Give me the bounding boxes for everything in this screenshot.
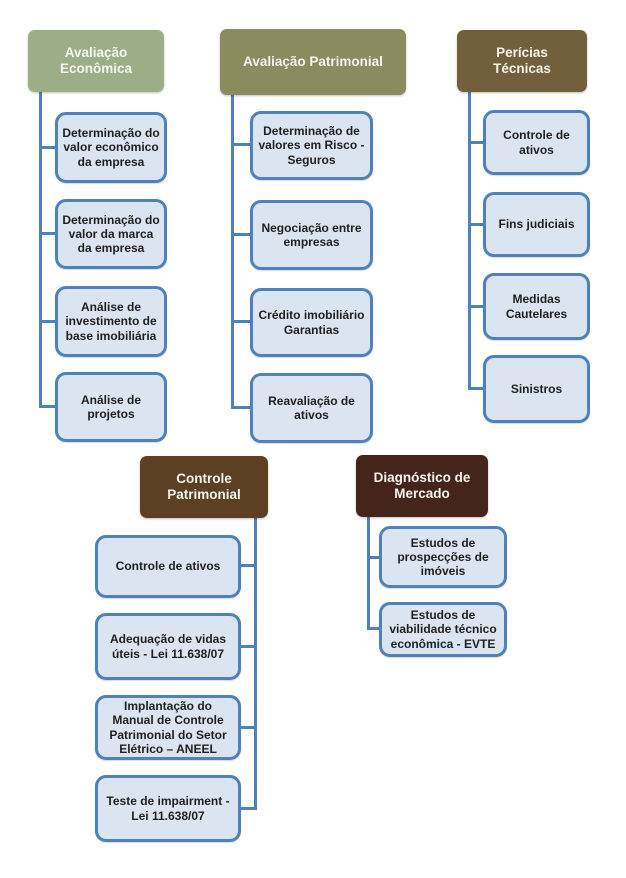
group-header-diagnostico-de-mercado bbox=[356, 455, 488, 517]
node-label: Controle de ativos bbox=[503, 128, 570, 157]
node-label: Determinação do valor econômico da empresa bbox=[62, 126, 160, 169]
node-analise-projetos bbox=[55, 372, 167, 442]
group-title: Diagnóstico de Mercado bbox=[373, 469, 471, 501]
node-label: Reavaliação de ativos bbox=[268, 393, 355, 422]
group-header-pericias-tecnicas bbox=[457, 30, 587, 92]
node-label: Sinistros bbox=[510, 381, 563, 396]
node-label: Implantação do Manual de Controle Patrimonial do Setor Elétrico – ANEEL bbox=[109, 699, 227, 756]
node-determinacao-valor-marca bbox=[55, 199, 167, 269]
connector-vertical-line bbox=[468, 92, 471, 389]
node-label: Determinação do valor da marca da empresa bbox=[62, 212, 160, 256]
connector-stub bbox=[231, 143, 250, 146]
connector-stub bbox=[241, 645, 254, 648]
node-label: Determinação de valores em Risco - Seguros bbox=[258, 124, 365, 167]
node-label: Medidas Cautelares bbox=[505, 292, 568, 321]
connector-stub bbox=[241, 726, 254, 729]
group-title: Perícias Técnicas bbox=[493, 44, 551, 76]
connector-vertical-line bbox=[39, 92, 42, 408]
node-label: Estudos de prospecções de imóveis bbox=[397, 535, 489, 579]
connector-stub bbox=[241, 564, 254, 567]
node-label: Estudos de viabilidade técnico econômica - EVTE bbox=[389, 608, 497, 651]
node-label: Controle de ativos bbox=[115, 559, 221, 574]
connector-stub bbox=[231, 233, 250, 236]
node-fins-judiciais bbox=[483, 192, 590, 257]
node-analise-investimento-imobiliaria bbox=[55, 286, 167, 357]
node-label: Adequação de vidas úteis - Lei 11.638/07 bbox=[109, 632, 227, 661]
node-credito-imobiliario-garantias bbox=[250, 288, 373, 357]
connector-stub bbox=[241, 807, 254, 810]
connector-stub bbox=[468, 223, 483, 226]
node-negociacao-entre-empresas bbox=[250, 200, 373, 270]
group-title: Controle Patrimonial bbox=[167, 470, 241, 502]
connector-stub bbox=[39, 320, 55, 323]
node-adequacao-vidas-uteis bbox=[95, 613, 241, 680]
connector-stub bbox=[39, 232, 55, 235]
node-medidas-cautelares bbox=[483, 273, 590, 340]
node-valores-em-risco-seguros bbox=[250, 111, 373, 180]
node-estudos-prospeccoes-imoveis bbox=[379, 526, 507, 588]
group-title: Avaliação Patrimonial bbox=[243, 53, 383, 69]
node-reavaliacao-de-ativos bbox=[250, 373, 373, 443]
node-label: Análise de investimento de base imobiliária bbox=[65, 300, 157, 343]
group-title: Avaliação Econômica bbox=[59, 44, 133, 76]
node-controle-de-ativos bbox=[483, 110, 590, 175]
group-header-avaliacao-economica bbox=[28, 30, 164, 92]
connector-stub bbox=[39, 146, 55, 149]
connector-stub bbox=[468, 305, 483, 308]
connector-vertical-line bbox=[254, 518, 257, 810]
group-header-controle-patrimonial bbox=[140, 456, 268, 518]
group-header-avaliacao-patrimonial bbox=[220, 29, 406, 95]
connector-stub bbox=[367, 556, 379, 559]
node-label: Negociação entre empresas bbox=[261, 220, 362, 249]
connector-stub bbox=[231, 406, 250, 409]
connector-stub bbox=[468, 387, 483, 390]
node-label: Análise de projetos bbox=[80, 392, 142, 421]
node-label: Fins judiciais bbox=[498, 217, 575, 232]
connector-stub bbox=[39, 405, 55, 408]
connector-vertical-line bbox=[367, 517, 370, 629]
node-label: Crédito imobiliário Garantias bbox=[258, 308, 365, 337]
node-label: Teste de impairment - Lei 11.638/07 bbox=[106, 794, 230, 823]
node-sinistros bbox=[483, 355, 590, 423]
node-implantacao-manual-aneel bbox=[95, 695, 241, 760]
node-teste-de-impairment bbox=[95, 775, 241, 842]
connector-stub bbox=[231, 320, 250, 323]
node-estudos-viabilidade-evte bbox=[379, 602, 507, 657]
node-determinacao-valor-economico bbox=[55, 112, 167, 183]
connector-stub bbox=[468, 141, 483, 144]
node-controle-de-ativos-patrimonial bbox=[95, 535, 241, 598]
connector-stub bbox=[367, 627, 379, 630]
